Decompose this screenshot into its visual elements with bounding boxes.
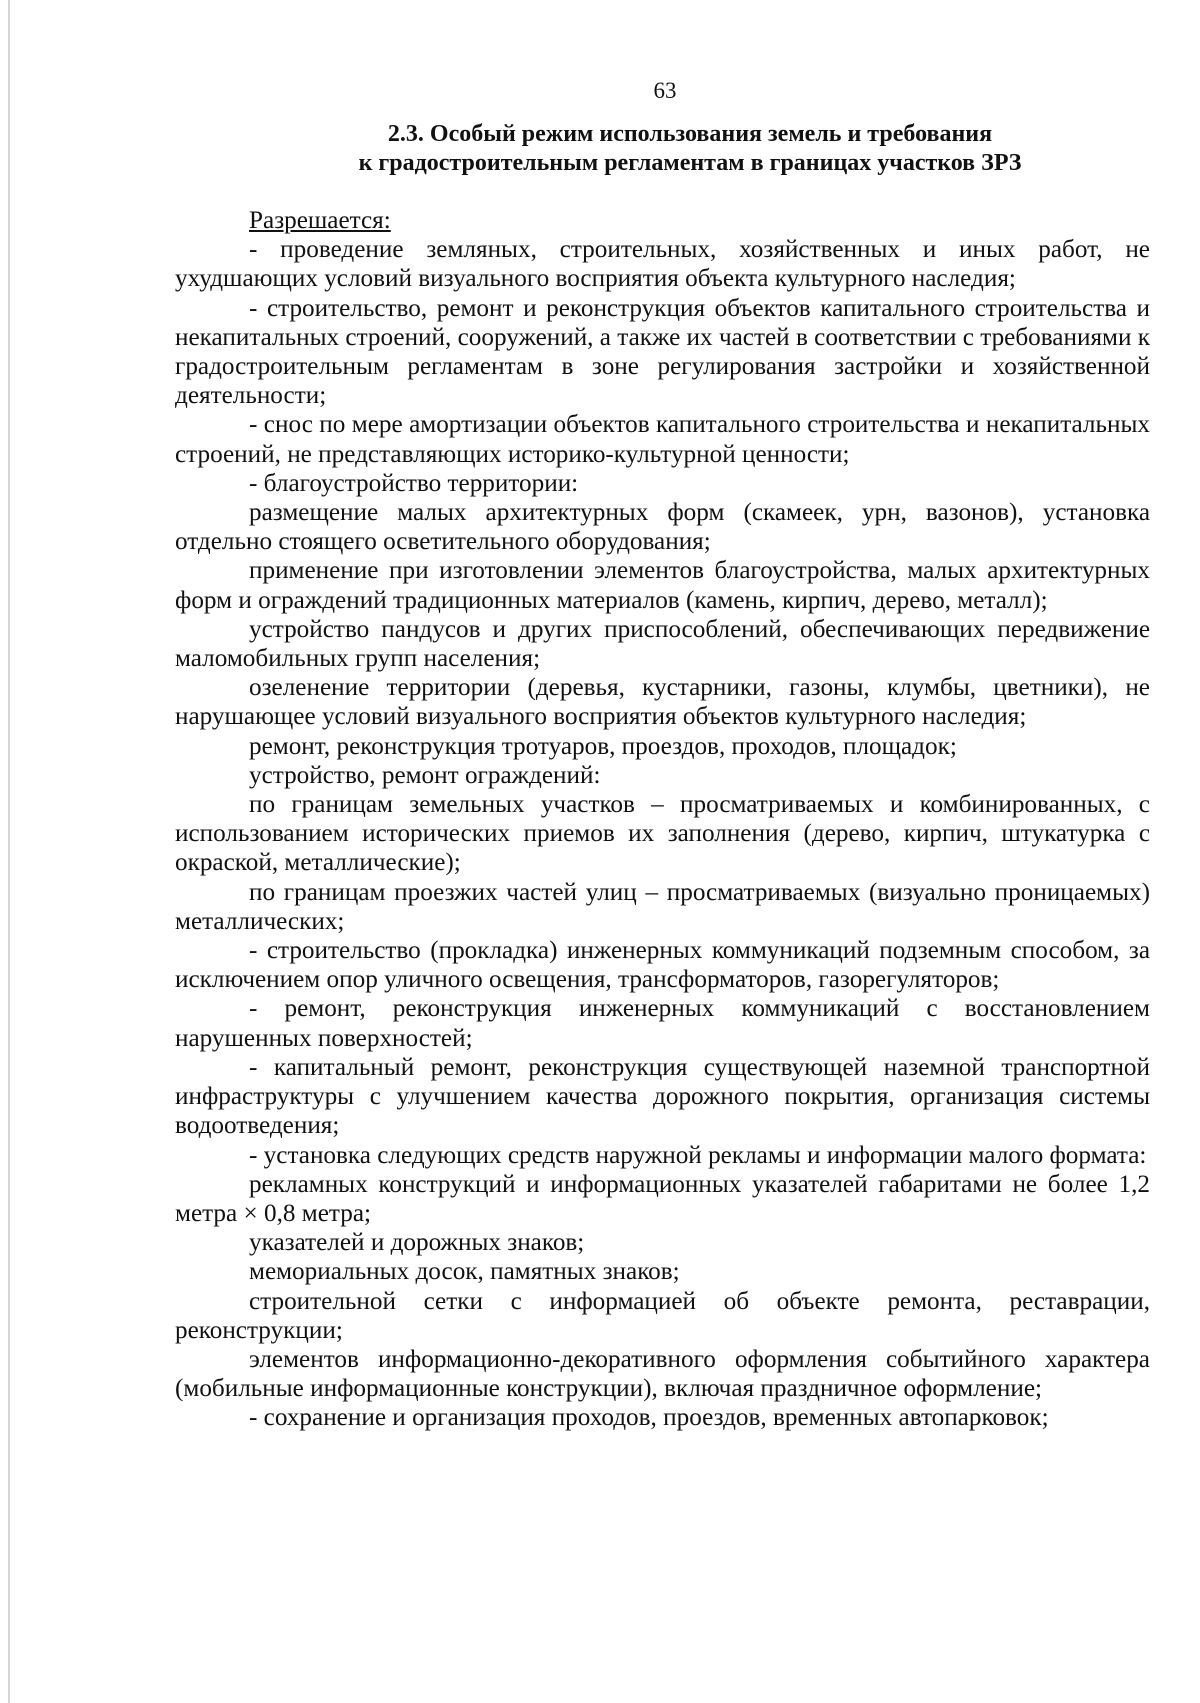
paragraph: элементов информационно-декоративного оформления событийного характера (мобильные информационные конструкции), включая праздничное оформление;	[175, 1345, 1150, 1403]
page-number: 63	[653, 78, 677, 103]
paragraph: указателей и дорожных знаков;	[249, 1229, 585, 1257]
paragraph: мемориальных досок, памятных знаков;	[249, 1258, 680, 1286]
paragraph: - сохранение и организация проходов, проездов, временных автопарковок;	[249, 1404, 1049, 1432]
heading-line-1: 2.3. Особый режим использования земель и требования	[387, 121, 993, 147]
paragraph: применение при изготовлении элементов благоустройства, малых архитектурных форм и ограждений традиционных материалов (камень, кирпич, дерево, металл);	[175, 557, 1150, 614]
paragraph: - строительство (прокладка) инженерных коммуникаций подземным способом, за исключением опор уличного освещения, трансформаторов, газорегуляторов;	[175, 937, 1150, 994]
paragraph: - проведение земляных, строительных, хозяйственных и иных работ, не ухудшающих условий визуального восприятия объекта культурного наследия;	[175, 236, 1150, 293]
paragraph: - снос по мере амортизации объектов капитального строительства и некапитальных строений, не представляющих историко-культурной ценности;	[175, 411, 1150, 468]
paragraph: устройство пандусов и других приспособлений, обеспечивающих передвижение маломобильных групп населения;	[175, 615, 1150, 673]
paragraph: устройство, ремонт ограждений:	[249, 761, 601, 789]
paragraph: - установка следующих средств наружной рекламы и информации малого формата:	[249, 1141, 1147, 1169]
permitted-label: Разрешается:	[249, 207, 391, 234]
paragraph: озеленение территории (деревья, кустарники, газоны, клумбы, цветники), не нарушающее условий визуального восприятия объектов культурного наследия;	[175, 674, 1150, 731]
paragraph: рекламных конструкций и информационных указателей габаритами не более 1,2 метра × 0,8 метра;	[175, 1170, 1150, 1227]
paragraph: ремонт, реконструкция тротуаров, проездов, проходов, площадок;	[249, 732, 957, 760]
paragraph: - благоустройство территории:	[249, 469, 579, 497]
document-body	[175, 206, 1150, 1433]
section-heading	[300, 120, 1080, 178]
paragraph: - ремонт, реконструкция инженерных коммуникаций с восстановлением нарушенных поверхностей;	[175, 995, 1150, 1052]
paragraph: строительной сетки с информацией об объекте ремонта, реставрации, реконструкции;	[175, 1287, 1150, 1344]
paragraph: размещение малых архитектурных форм (скамеек, урн, вазонов), установка отдельно стоящего осветительного оборудования;	[175, 499, 1150, 556]
paragraph: - строительство, ремонт и реконструкция объектов капитального строительства и некапитальных строений, сооружений, а также их частей в соответствии с требованиями к градостроительным регламентам в зоне регулирования застройки и хозяйственной деятельности;	[175, 294, 1150, 410]
scan-edge-line	[8, 0, 10, 1703]
heading-line-2: к градостроительным регламентам в границах участков ЗРЗ	[358, 150, 1022, 176]
paragraph: по границам земельных участков – просматриваемых и комбинированных, с использованием исторических приемов их заполнения (дерево, кирпич, штукатурка с окраской, металлические);	[175, 791, 1150, 877]
paragraph: по границам проезжих частей улиц – просматриваемых (визуально проницаемых) металлических;	[175, 878, 1150, 935]
paragraph: - капитальный ремонт, реконструкция существующей наземной транспортной инфраструктуры с улучшением качества дорожного покрытия, организация системы водоотведения;	[175, 1053, 1150, 1140]
